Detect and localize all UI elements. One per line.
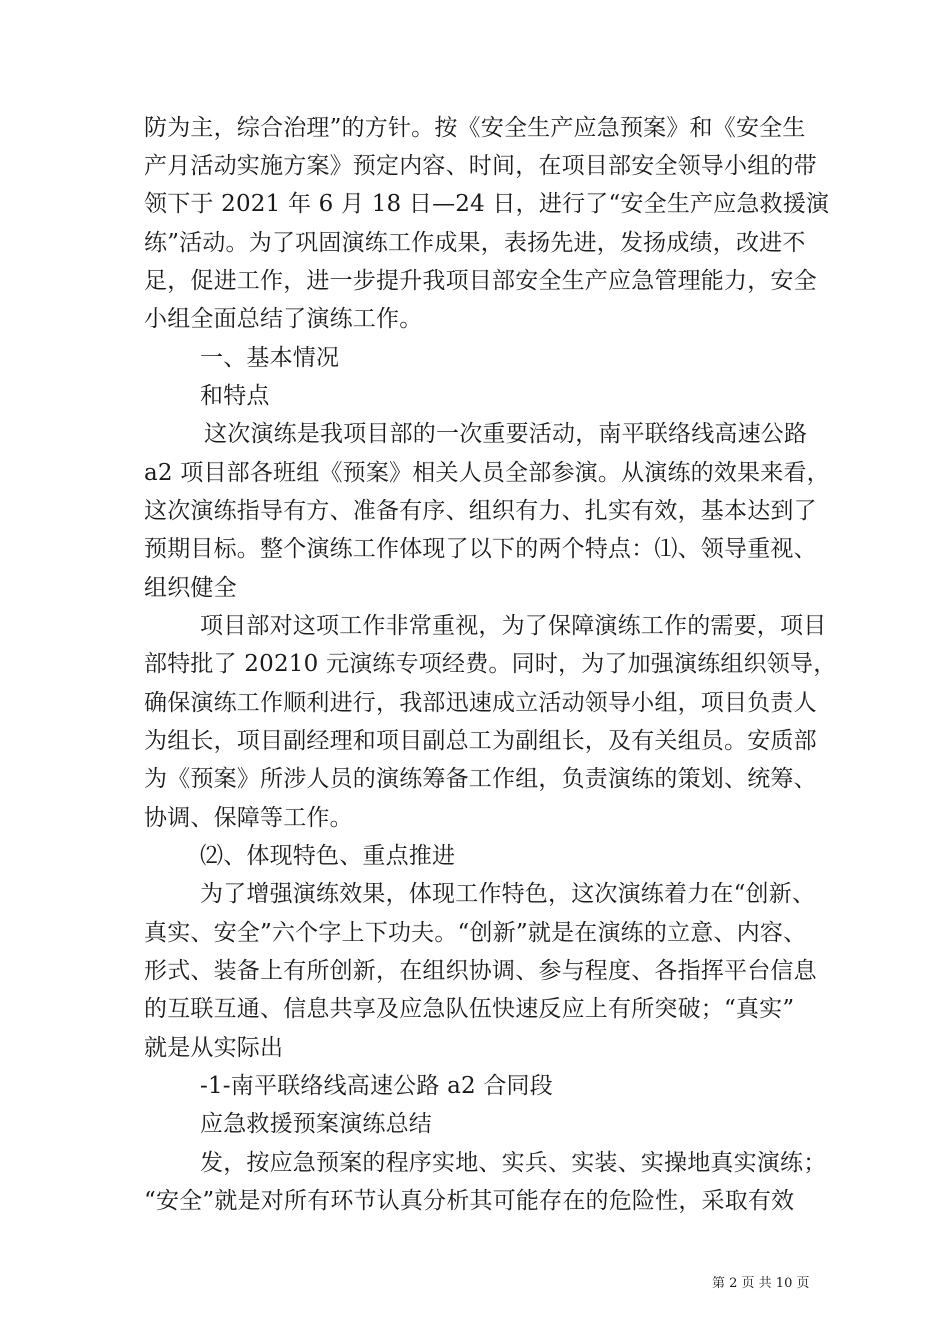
page-number: 第 2 页 共 10 页 xyxy=(712,1276,810,1291)
text-line: 真实、安全”六个字上下功夫。“创新”就是在演练的立意、内容、 xyxy=(144,920,807,946)
text-line: 预期目标。整个演练工作体现了以下的两个特点：⑴、领导重视、 xyxy=(144,536,817,562)
embedded-header-line: -1-南平联络线高速公路 a2 合同段 xyxy=(200,1073,553,1099)
section-heading: 和特点 xyxy=(200,383,270,409)
text-line: 防为主，综合治理”的方针。按《安全生产应急预案》和《安全生 xyxy=(144,115,806,141)
text-line: 这次演练是我项目部的一次重要活动，南平联络线高速公路 xyxy=(204,421,808,447)
text-line: 的互联互通、信息共享及应急队伍快速反应上有所突破；“真实” xyxy=(144,996,795,1022)
text-line: 为《预案》所涉人员的演练筹备工作组，负责演练的策划、统筹、 xyxy=(144,766,817,792)
text-line: 产月活动实施方案》预定内容、时间，在项目部安全领导小组的带 xyxy=(144,153,817,179)
text-line: 为了增强演练效果，体现工作特色，这次演练着力在“创新、 xyxy=(200,881,816,907)
section-heading: 一、基本情况 xyxy=(200,345,340,371)
text-line: 部特批了 20210 元演练专项经费。同时，为了加强演练组织领导， xyxy=(144,651,837,677)
text-line: 发，按应急预案的程序实地、实兵、实装、实操地真实演练； xyxy=(200,1150,827,1176)
text-line: a2 项目部各班组《预案》相关人员全部参演。从演练的效果来看， xyxy=(144,460,830,486)
text-line: “安全”就是对所有环节认真分析其可能存在的危险性，采取有效 xyxy=(144,1188,795,1214)
text-line: 形式、装备上有所创新，在组织协调、参与程度、各指挥平台信息 xyxy=(144,958,817,984)
text-line: 组织健全 xyxy=(144,575,237,601)
text-line: 这次演练指导有方、准备有序、组织有力、扎实有效，基本达到了 xyxy=(144,498,817,524)
text-line: 确保演练工作顺利进行，我部迅速成立活动领导小组，项目负责人 xyxy=(144,690,817,716)
text-line: 领下于 2021 年 6 月 18 日—24 日，进行了“安全生产应急救援演 xyxy=(144,191,830,217)
text-line: 就是从实际出 xyxy=(144,1035,284,1061)
text-line: 练”活动。为了巩固演练工作成果，表扬先进，发扬成绩，改进不 xyxy=(144,230,806,256)
text-line: 小组全面总结了演练工作。 xyxy=(144,306,423,332)
text-line: 协调、保障等工作。 xyxy=(144,805,353,831)
text-line: 为组长，项目副经理和项目副总工为副组长，及有关组员。安质部 xyxy=(144,728,817,754)
text-line: 项目部对这项工作非常重视，为了保障演练工作的需要，项目 xyxy=(200,613,827,639)
text-line: 足，促进工作，进一步提升我项目部安全生产应急管理能力，安全 xyxy=(144,268,817,294)
embedded-header-line: 应急救援预案演练总结 xyxy=(200,1111,432,1137)
section-heading: ⑵、体现特色、重点推进 xyxy=(200,843,456,869)
